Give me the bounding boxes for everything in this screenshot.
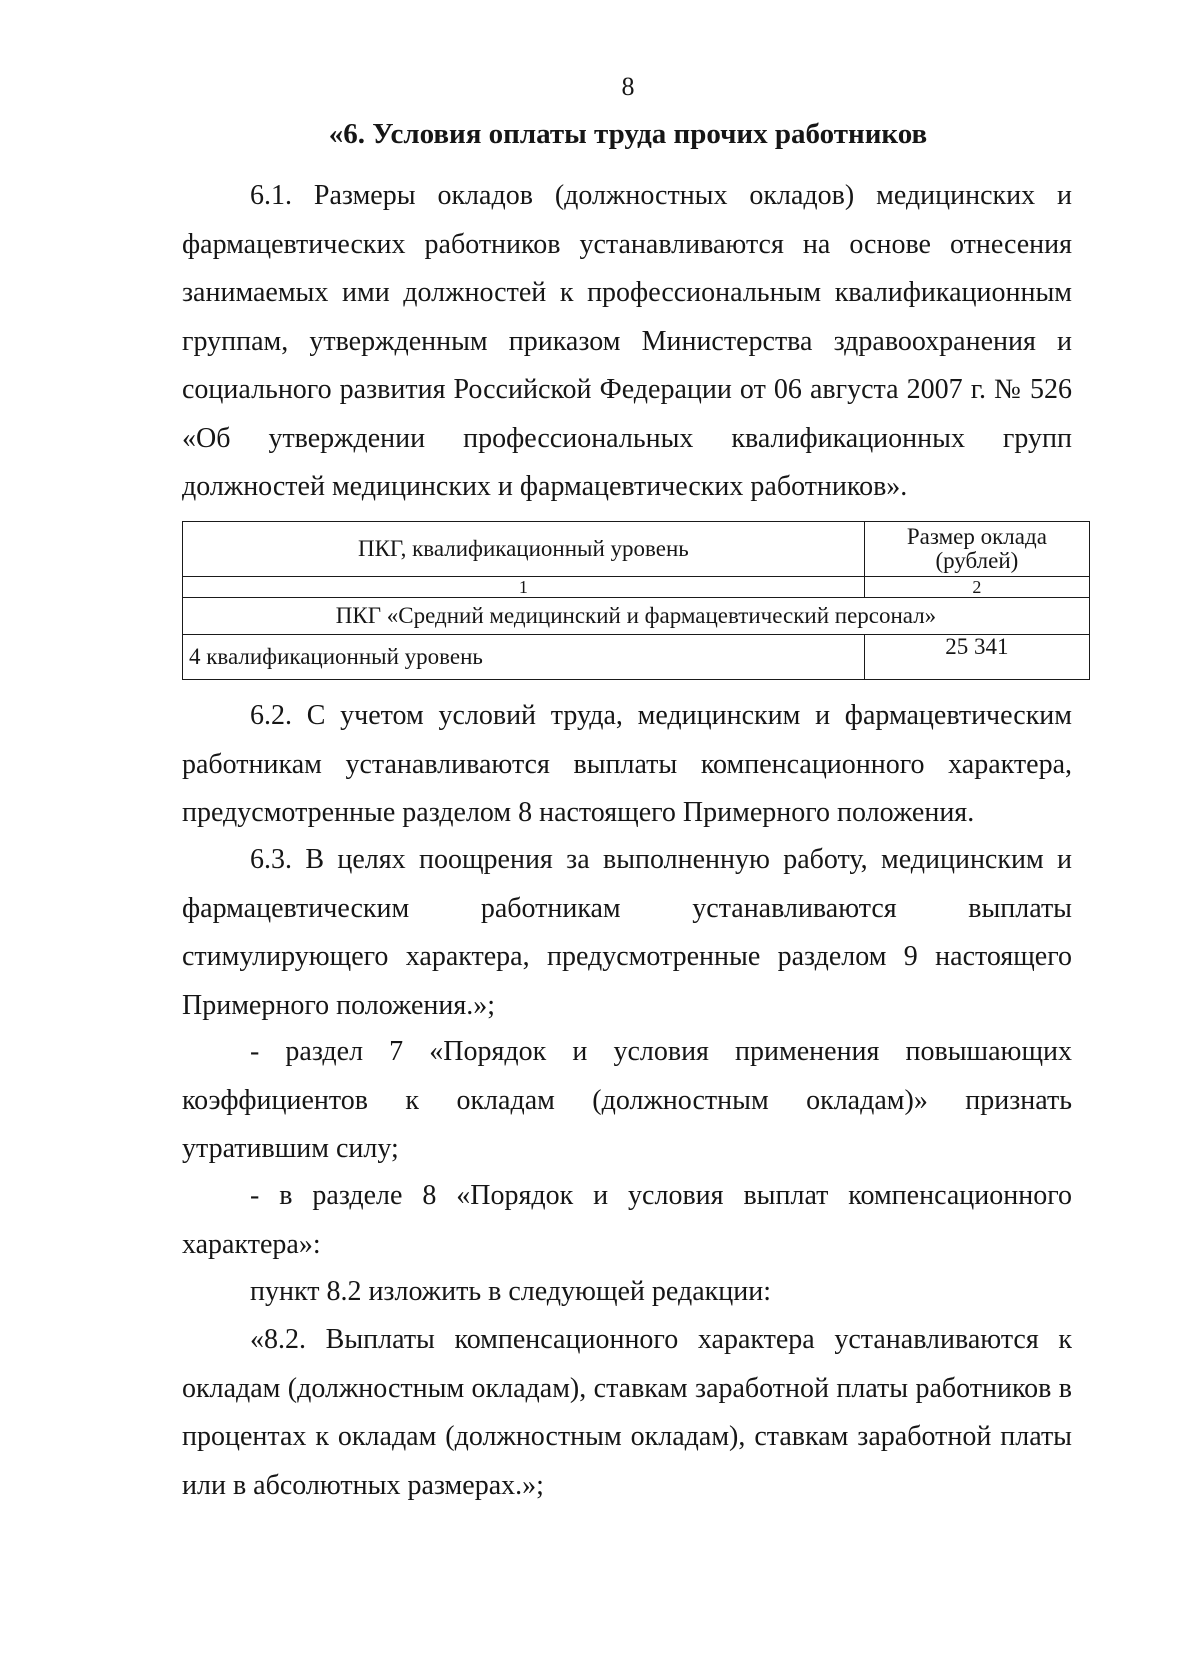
table-row-salary-value: 25 341 — [864, 635, 1089, 680]
point-8-2-intro: пункт 8.2 изложить в следующей редакции: — [250, 1276, 771, 1307]
table-row — [183, 635, 1090, 680]
table-header-qualification: ПКГ, квалификационный уровень — [183, 522, 865, 577]
table-column-number-1: 1 — [183, 577, 865, 598]
table-group-row — [183, 598, 1090, 635]
paragraph-6-1: 6.1. Размеры окладов (должностных окладов) медицинских и фармацевтических работников устанавливаются на основе отнесения занимаемых ими должностей к профессиональным квалификационным группам, утвержденным приказом Министерства здравоохранения и социального развития Российской Федерации от 06 августа 2007 г. № 526 «Об утверждении профессиональных квалификационных групп должностей медицинских и фармацевтических работников». — [182, 180, 1072, 502]
paragraph-6-2: 6.2. С учетом условий труда, медицинским и фармацевтическим работникам устанавливаются выплаты компенсационного характера, предусмотренные разделом 8 настоящего Примерного положения. — [182, 700, 1072, 828]
table-column-number-2: 2 — [864, 577, 1089, 598]
item-section-8: - в разделе 8 «Порядок и условия выплат компенсационного характера»: — [182, 1180, 1072, 1260]
table-column-numbers-row — [183, 577, 1090, 598]
table-row-qualification-level: 4 квалификационный уровень — [183, 635, 865, 680]
paragraph-6-3: 6.3. В целях поощрения за выполненную работу, медицинским и фармацевтическим работникам устанавливаются выплаты стимулирующего характера, предусмотренные разделом 9 настоящего Примерного положения.»; — [182, 844, 1072, 1021]
salary-table — [182, 521, 1090, 680]
table-group-title: ПКГ «Средний медицинский и фармацевтический персонал» — [183, 598, 1090, 635]
table-header-salary: Размер оклада (рублей) — [864, 522, 1089, 577]
point-8-2-text: «8.2. Выплаты компенсационного характера устанавливаются к окладам (должностным окладам), ставкам заработной платы работников в процентах к окладам (должностным окладам), ставкам заработной платы или в абсолютных размерах.»; — [182, 1324, 1072, 1501]
item-section-7: - раздел 7 «Порядок и условия применения повышающих коэффициентов к окладам (должностным окладам)» признать утратившим силу; — [182, 1036, 1072, 1164]
page-number: 8 — [621, 72, 635, 101]
section-title: «6. Условия оплаты труда прочих работников — [328, 118, 928, 150]
table-header-row — [183, 522, 1090, 577]
